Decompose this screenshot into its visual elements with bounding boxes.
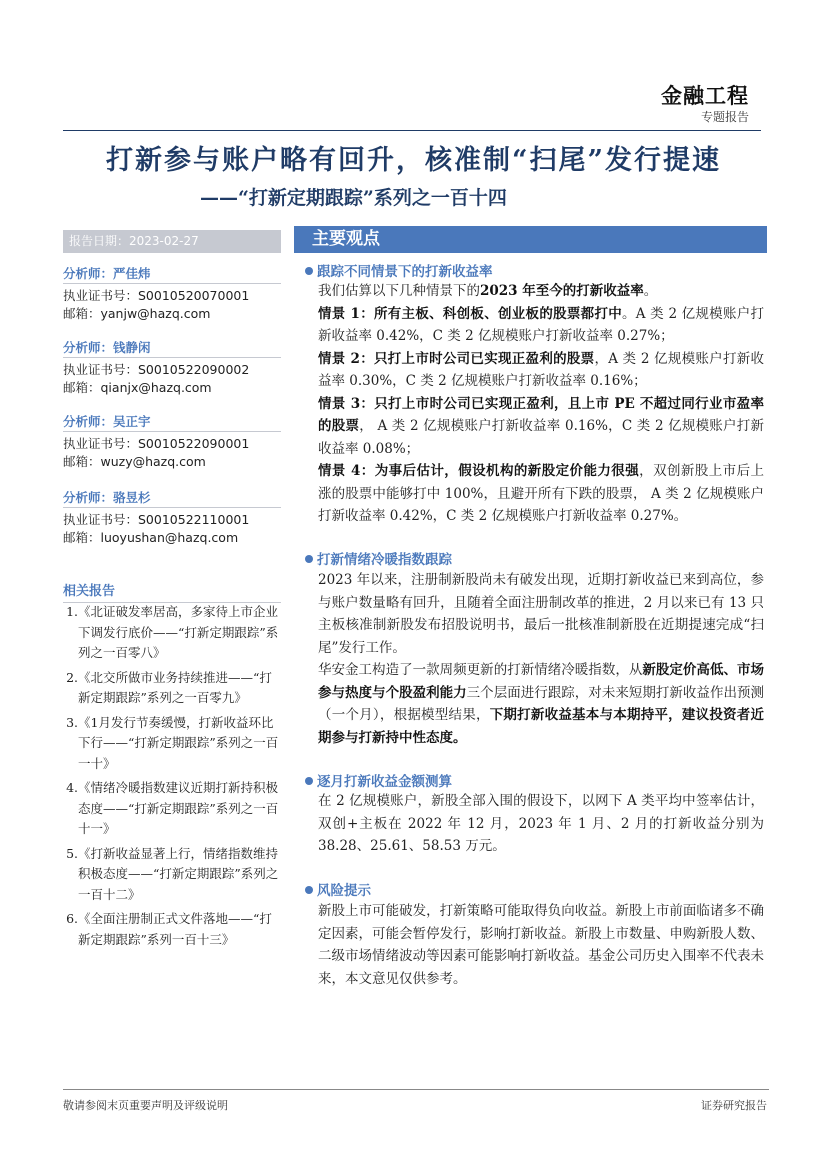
related-report-title: 《打新收益显著上行，情绪指数维持积极态度——“打新定期跟踪”系列之一百十二》	[78, 845, 279, 902]
related-report-item[interactable]	[60, 778, 284, 840]
analyst-email[interactable]: 邮箱：yanjw@hazq.com	[63, 306, 211, 321]
bold-text: 情景 2：只打上市时公司已实现正盈利的股票	[318, 350, 595, 367]
section-heading	[305, 879, 371, 899]
section-heading	[305, 548, 452, 568]
related-report-number: 4.	[66, 780, 78, 795]
main-points-header	[294, 226, 767, 253]
section-paragraph	[318, 280, 764, 303]
report-subtitle: ——“打新定期跟踪”系列之一百十四	[200, 187, 507, 209]
text-run: ， A 类 2 亿规模账户打新收益率 0.16%，C 类 2 亿规模账户打新收益率 0.08%；	[318, 418, 765, 457]
text-run: 我们估算以下几种情景下的	[318, 283, 480, 299]
footer-divider	[63, 1089, 769, 1090]
related-report-number: 2.	[66, 669, 78, 685]
analyst-card	[63, 489, 281, 547]
analyst-name: 分析师：吴正宇	[63, 413, 281, 432]
section-body	[318, 569, 764, 749]
related-report-title: 《北证破发率居高，多家待上市企业下调发行底价——“打新定期跟踪”系列之一百零八》	[78, 604, 279, 660]
bold-text: 情景 4：为事后估计，假设机构的新股定价能力很强	[318, 463, 640, 479]
footer-disclaimer: 敬请参阅末页重要声明及评级说明	[63, 1099, 228, 1112]
section-title: 跟踪不同情景下的打新收益率	[317, 264, 493, 280]
document-type: 专题报告	[700, 110, 749, 124]
bullet-dot-icon	[305, 777, 313, 785]
section-paragraph	[318, 659, 764, 749]
analyst-email[interactable]: 邮箱：qianjx@hazq.com	[63, 380, 212, 395]
bold-text: 2023 年至今的打新收益率	[480, 283, 644, 299]
related-reports-title: 相关报告	[63, 580, 281, 603]
related-reports-list	[60, 602, 284, 954]
text-run: 华安金工构造了一款周频更新的打新情绪冷暖指数，从	[318, 662, 643, 678]
analyst-card	[63, 339, 281, 397]
section-title: 打新情绪冷暖指数跟踪	[317, 552, 452, 568]
analyst-email[interactable]: 邮箱：luoyushan@hazq.com	[63, 530, 239, 545]
section-paragraph: 新股上市可能破发，打新策略可能取得负向收益。新股上市前面临诸多不确定因素，可能会暂停发行，影响打新收益。新股上市数量、申购新股人数、二级市场情绪波动等因素可能影响打新收益。基金公司历史入围率不代表未来，本文意见仅供参考。	[318, 903, 764, 987]
section-heading	[305, 770, 452, 790]
related-report-number: 1.	[66, 604, 78, 619]
report-date: 报告日期：2023-02-27	[69, 234, 199, 248]
main-points-title: 主要观点	[312, 229, 380, 249]
footer-label: 证券研究报告	[701, 1099, 767, 1112]
scenario-2	[318, 348, 764, 393]
analyst-cert: 执业证书号：S0010520070001	[63, 288, 250, 303]
analyst-card	[63, 265, 281, 323]
related-report-title: 《情绪冷暖指数建议近期打新持积极态度——“打新定期跟踪”系列之一百十一》	[78, 780, 279, 836]
analyst-card	[63, 413, 281, 471]
scenario-3	[318, 393, 764, 461]
analyst-name: 分析师：钱静闲	[63, 339, 281, 358]
scenario-4	[318, 460, 764, 528]
related-report-item[interactable]	[60, 668, 284, 709]
text-run: 三个层面进行跟踪，对未来短期打新收益作出预测（一个月），根据模型结果，	[318, 684, 764, 723]
analyst-email[interactable]: 邮箱：wuzy@hazq.com	[63, 454, 206, 469]
related-report-item[interactable]	[60, 602, 284, 664]
bullet-dot-icon	[305, 886, 313, 894]
analyst-cert: 执业证书号：S0010522090001	[63, 436, 250, 451]
text-run: ，A 类 2 亿规模账户打新收益率 0.30%，C 类 2 亿规模账户打新收益率 0.16%；	[318, 350, 765, 389]
section-paragraph: 2023 年以来，注册制新股尚未有破发出现，近期打新收益已来到高位，参与账户数量略有回升，且随着全面注册制改革的推进，2 月以来已有 13 只主板核准制新股发布招股说明书，最后一批核准制新股在近期提速完成“扫尾”发行工作。	[318, 572, 764, 656]
related-report-item[interactable]	[60, 713, 284, 775]
scenario-1	[318, 303, 764, 348]
related-report-number: 5.	[66, 845, 78, 861]
related-report-title: 《全面注册制正式文件落地——“打新定期跟踪”系列一百十三》	[78, 911, 272, 947]
report-title: 打新参与账户略有回升，核准制“扫尾”发行提速	[105, 145, 722, 176]
analyst-name: 分析师：骆昱杉	[63, 489, 281, 508]
section-heading	[305, 260, 493, 280]
related-report-number: 6.	[66, 911, 78, 926]
analyst-cert: 执业证书号：S0010522090002	[63, 362, 250, 377]
bullet-dot-icon	[305, 267, 313, 275]
related-report-title: 《1月发行节奏缓慢，打新收益环比下行——“打新定期跟踪”系列之一百一十》	[78, 714, 279, 771]
bold-text: 下期打新收益基本与本期持平，建议投资者近期参与打新持中性态度。	[318, 707, 765, 746]
section-title: 风险提示	[317, 883, 371, 899]
related-report-item[interactable]	[60, 844, 284, 906]
text-run: ，双创新股上市后上涨的股票中能够打中 100%，且避开所有下跌的股票， A 类 2 亿规模账户打新收益率 0.42%，C 类 2 亿规模账户打新收益率 0.27%。	[318, 463, 765, 524]
related-report-item[interactable]	[60, 909, 284, 950]
related-report-number: 3.	[66, 714, 78, 730]
bold-text: 情景 1：所有主板、科创板、创业板的股票都打中	[318, 305, 622, 322]
text-run: 。	[643, 283, 658, 299]
section-body	[318, 280, 764, 528]
bold-text: 情景 3：只打上市时公司已实现正盈利，且上市 PE 不超过同行业市盈率的股票	[318, 395, 764, 434]
section-body	[318, 900, 764, 990]
brand-name: 金融工程	[661, 83, 749, 108]
bold-text: 新股定价高低、市场参与热度与个股盈利能力	[318, 662, 764, 701]
analyst-name: 分析师：严佳炜	[63, 265, 281, 284]
header-divider	[63, 130, 761, 131]
section-body	[318, 790, 764, 858]
text-run: 。A 类 2 亿规模账户打新收益率 0.42%，C 类 2 亿规模账户打新收益率 0.27%；	[318, 305, 764, 344]
analyst-cert: 执业证书号：S0010522110001	[63, 512, 250, 527]
report-date-bar	[63, 230, 281, 253]
section-title: 逐月打新收益金额测算	[317, 774, 452, 790]
bullet-dot-icon	[305, 555, 313, 563]
related-report-title: 《北交所做市业务持续推进——“打新定期跟踪”系列之一百零九》	[78, 669, 272, 705]
section-paragraph: 在 2 亿规模账户，新股全部入围的假设下，以网下 A 类平均中签率估计，双创+主板在 2022 年 12 月，2023 年 1 月、2 月的打新收益分别为 38.28、25.61、58.53 万元。	[318, 793, 764, 854]
